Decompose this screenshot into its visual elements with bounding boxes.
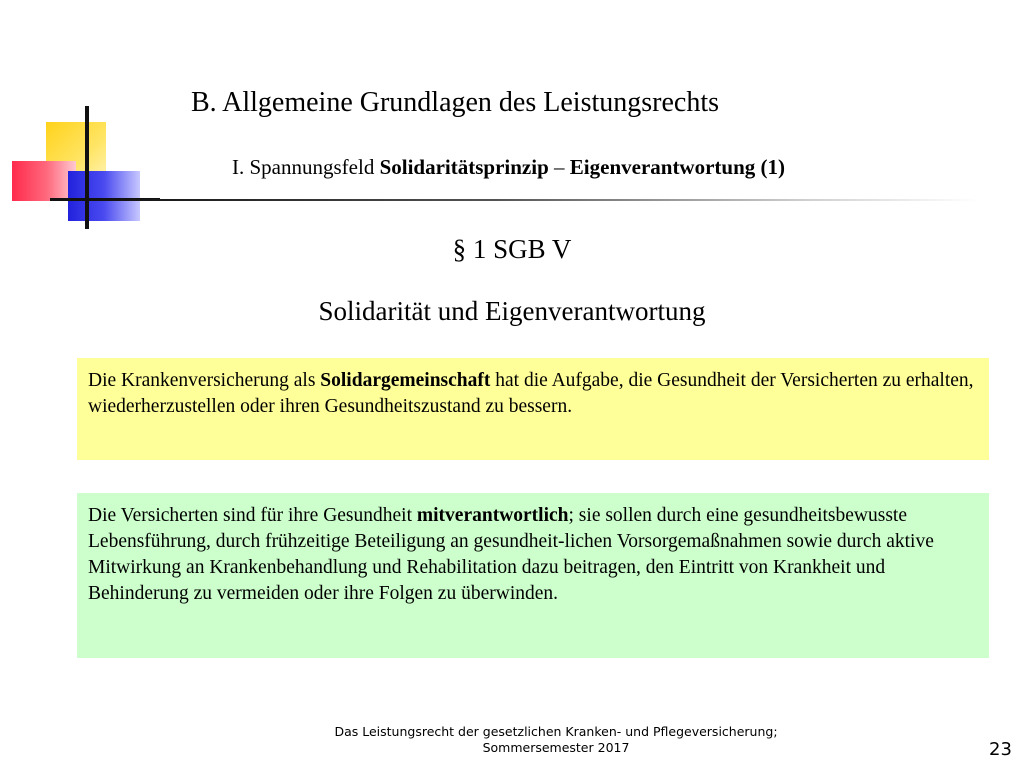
red-square-shape [12,161,76,201]
title-divider [106,199,980,201]
vertical-line-shape [85,106,89,229]
responsibility-text-box [77,493,989,658]
slide-number: 23 [989,739,1012,760]
decorative-logo-graphic [0,0,160,240]
law-paragraph-heading: Solidarität und Eigenverantwortung [318,296,706,326]
solidarity-text-before: Die Krankenversicherung als [88,370,321,391]
responsibility-text-before: Die Versicherten sind für ihre Gesundheit [88,505,417,526]
solidarity-text-after: hat die Aufgabe, die Gesundheit der Versicherten zu erhalten, wiederherzustellen oder ihren Gesundheitszustand zu bessern. [88,370,974,417]
slide-footer [0,724,1024,756]
slide-subtitle [232,155,785,180]
responsibility-text-emphasis: mitverantwortlich [416,505,569,526]
slide-title: B. Allgemeine Grundlagen des Leistungsrechts [191,87,719,118]
subtitle-emphasis-responsibility: Eigenverantwortung (1) [569,155,786,179]
law-paragraph-reference: § 1 SGB V [452,234,572,264]
subtitle-dash: – [548,155,570,179]
responsibility-text-after: ; sie sollen durch eine gesundheitsbewusste Lebensführung, durch frühzeitige Beteiligung an gesundheit-lichen Vorsorgemaßnahmen sowie durch aktive Mitwirkung an Krankenbehandlung und Rehabilitation dazu beitragen, den Eintritt von Krankheit und Behinderung zu vermeiden oder ihre Folgen zu überwinden. [88,505,934,604]
solidarity-text-box [77,358,989,460]
solidarity-text-emphasis: Solidargemeinschaft [320,370,491,391]
footer-course-title: Das Leistungsrecht der gesetzlichen Kranken- und Pflegeversicherung; [334,724,778,739]
subtitle-emphasis-solidarity: Solidaritätsprinzip [379,155,549,179]
blue-square-shape [68,171,140,221]
subtitle-prefix: I. Spannungsfeld [232,155,380,179]
footer-semester: Sommersemester 2017 [482,740,630,755]
